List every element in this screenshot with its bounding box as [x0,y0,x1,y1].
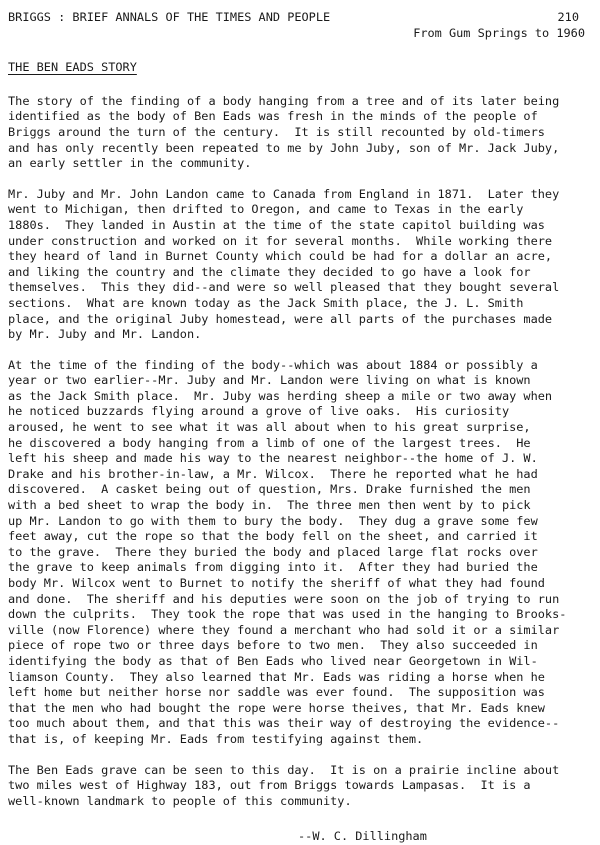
text-line: down the culprits. They took the rope that was used in the hanging to Brooks- [8,607,567,622]
text-line: under construction and worked on it for several months. While working there [8,233,553,248]
text-line: sections. What are known today as the Jack Smith place, the J. L. Smith [8,295,524,310]
text-line: well-known landmark to people of this community. [8,793,352,808]
text-line: place, and the original Juby homestead, were all parts of the purchases made [8,311,553,326]
text-line: up Mr. Landon to go with them to bury the body. They dug a grave some few [8,513,538,528]
article-body [8,94,593,810]
text-line: he noticed buzzards flying around a grove of live oaks. His curiosity [8,404,510,419]
text-line: the grave to keep animals from digging into it. After they had buried the [8,560,538,575]
text-line: that the men who had bought the rope were horse theives, that Mr. Eads knew [8,700,545,715]
text-line: Mr. Juby and Mr. John Landon came to Canada from England in 1871. Later they [8,186,560,201]
text-line: and liking the country and the climate they decided to go have a look for [8,264,531,279]
text-line: too much about them, and that this was their way of destroying the evidence-- [8,716,560,731]
text-line: feet away, cut the rope so that the body fell on the sheet, and carried it [8,529,538,544]
text-line: to the grave. There they buried the body and placed large flat rocks over [8,544,538,559]
text-line: that is, of keeping Mr. Eads from testifying against them. [8,731,424,746]
text-line: 1880s. They landed in Austin at the time of the state capitol building was [8,217,545,232]
paragraph [8,358,593,748]
text-line: went to Michigan, then drifted to Oregon, and came to Texas in the early [8,202,524,217]
text-line: aroused, he went to see what it was all about when to his great surprise, [8,420,531,435]
text-line: themselves. This they did--and were so well pleased that they bought several [8,280,560,295]
text-line: year or two earlier--Mr. Juby and Mr. Landon were living on what is known [8,373,531,388]
text-line: two miles west of Highway 183, out from Briggs towards Lampasas. It is a [8,778,531,793]
text-line: as the Jack Smith place. Mr. Juby was herding sheep a mile or two away when [8,388,553,403]
text-line: At the time of the finding of the body--which was about 1884 or possibly a [8,357,538,372]
text-line: an early settler in the community. [8,156,252,171]
article-title: THE BEN EADS STORY [8,60,137,75]
text-line: identified as the body of Ben Eads was fresh in the minds of the people of [8,109,538,124]
paragraph [8,94,593,172]
text-line: and has only recently been repeated to me by John Juby, son of Mr. Jack Juby, [8,140,560,155]
text-line: and done. The sheriff and his deputies were soon on the job of trying to run [8,591,560,606]
running-header [8,10,593,41]
text-line: left his sheep and made his way to the nearest neighbor--the home of J. W. [8,451,538,466]
text-line: with a bed sheet to wrap the body in. The three men then went by to pick [8,498,531,513]
text-line: ville (now Florence) where they found a merchant who had sold it or a similar [8,622,560,637]
text-line: he discovered a body hanging from a limb of one of the largest trees. He [8,435,531,450]
text-line: Drake and his brother-in-law, a Mr. Wilcox. There he reported what he had [8,466,538,481]
text-line: by Mr. Juby and Mr. Landon. [8,327,202,342]
text-line: liamson County. They also learned that Mr. Eads was riding a horse when he [8,669,545,684]
text-line: The Ben Eads grave can be seen to this day. It is on a prairie incline about [8,762,560,777]
author-signature: --W. C. Dillingham [298,829,427,844]
text-line: they heard of land in Burnet County which could be had for a dollar an acre, [8,249,553,264]
text-line: Briggs around the turn of the century. It is still recounted by old-timers [8,124,545,139]
text-line: piece of rope two or three days before to two men. They also succeeded in [8,638,538,653]
page-number: 210 [557,10,579,24]
header-right-block [413,10,585,41]
text-line: The story of the finding of a body hanging from a tree and of its later being [8,93,560,108]
paragraph [8,187,593,343]
text-line: left home but neither horse nor saddle was ever found. The supposition was [8,685,545,700]
header-subtitle: From Gum Springs to 1960 [413,25,585,40]
paragraph [8,763,593,810]
header-book-title: BRIGGS : BRIEF ANNALS OF THE TIMES AND PEOPLE [8,10,331,24]
text-line: identifying the body as that of Ben Eads who lived near Georgetown in Wil- [8,653,538,668]
text-line: body Mr. Wilcox went to Burnet to notify the sheriff of what they had found [8,576,545,590]
text-line: discovered. A casket being out of question, Mrs. Drake furnished the men [8,482,531,497]
